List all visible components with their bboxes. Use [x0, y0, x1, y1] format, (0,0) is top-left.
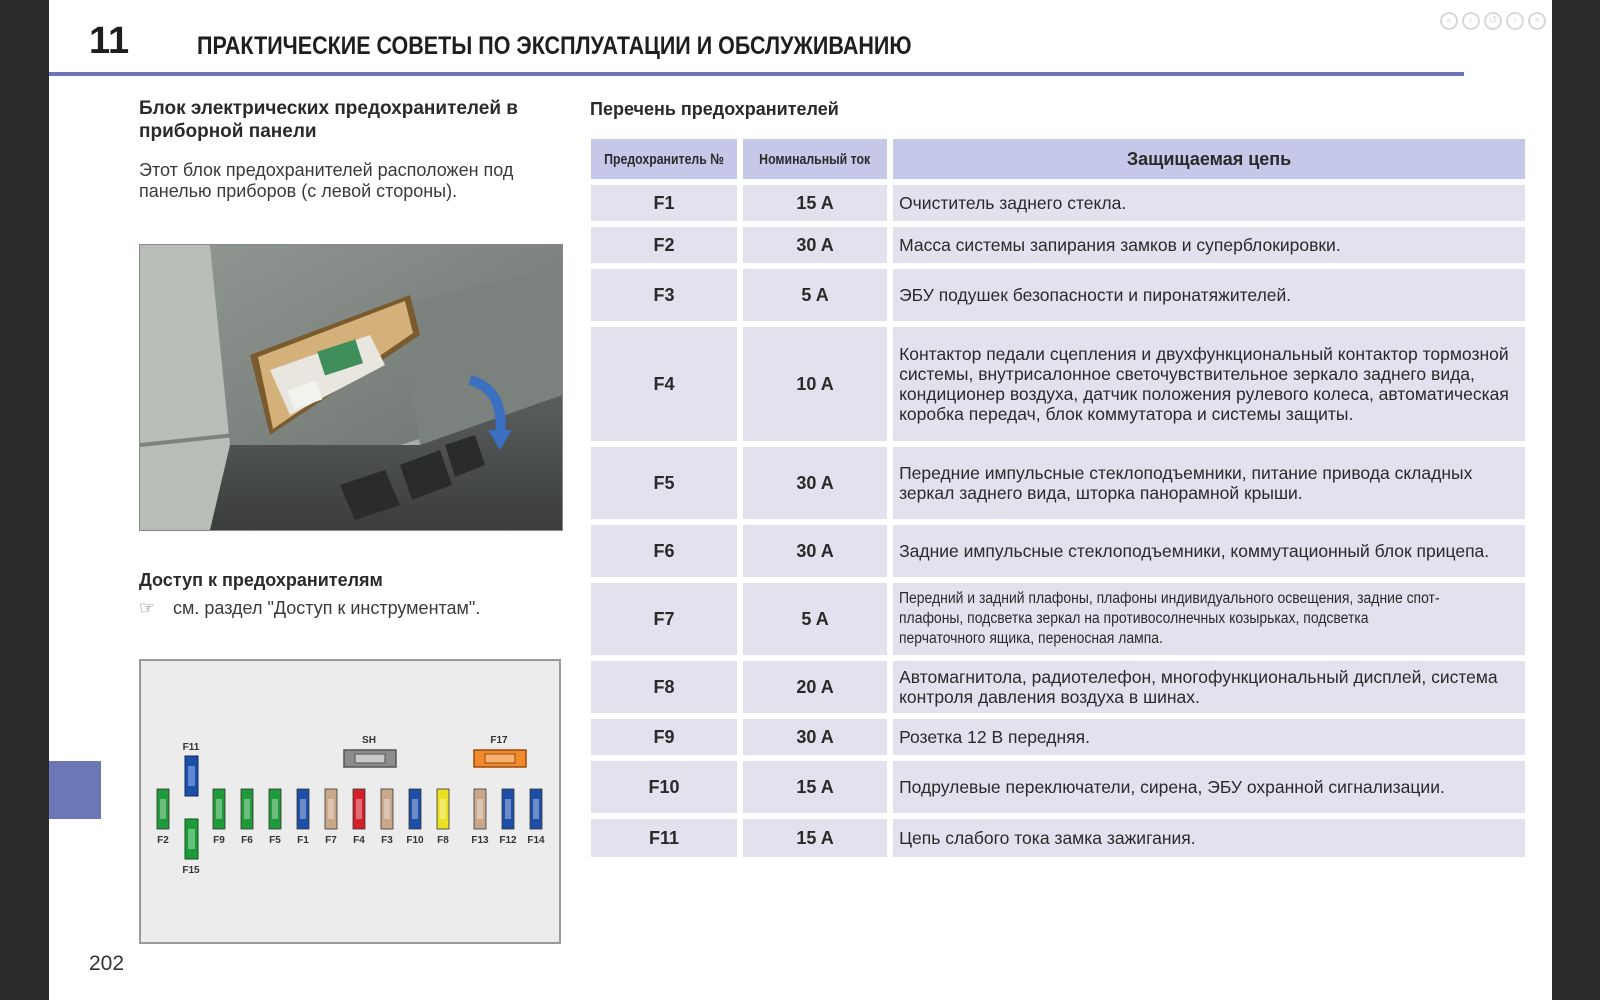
label-F9: F9	[213, 835, 225, 846]
label-F8: F8	[437, 835, 449, 846]
table-row	[591, 761, 1525, 813]
fuse-cell: F5	[591, 447, 737, 519]
fuse-F7-window	[328, 799, 334, 819]
header-fuse-number: Предохранитель №	[591, 139, 737, 179]
fuse-F13-window	[477, 799, 483, 819]
fuse-cell: F8	[591, 661, 737, 713]
nav-next-icon[interactable]: ›	[1506, 12, 1524, 30]
circuit-cell: Розетка 12 В передняя.	[893, 719, 1525, 755]
shunt-SH-inner	[355, 754, 385, 763]
fuse-cell: F10	[591, 761, 737, 813]
label-F17: F17	[490, 735, 508, 746]
fuse-layout-diagram	[139, 659, 561, 944]
current-cell: 10 A	[743, 327, 887, 441]
table-row	[591, 525, 1525, 577]
fuse-cell: F11	[591, 819, 737, 857]
table-row	[591, 819, 1525, 857]
current-cell: 5 A	[743, 583, 887, 655]
fuse-layout-svg	[141, 661, 559, 942]
current-cell: 30 A	[743, 719, 887, 755]
circuit-cell: ЭБУ подушек безопасности и пиронатяжителей.	[893, 269, 1525, 321]
fuse-F8-window	[440, 799, 446, 819]
chapter-side-tab	[49, 761, 101, 819]
label-F11: F11	[182, 742, 200, 753]
fuse-cell: F6	[591, 525, 737, 577]
chapter-title: ПРАКТИЧЕСКИЕ СОВЕТЫ ПО ЭКСПЛУАТАЦИИ И ОБСЛУЖИВАНИЮ	[197, 32, 912, 60]
header-rated-current: Номинальный ток	[743, 139, 887, 179]
circuit-cell	[893, 583, 1525, 655]
fuse-cell: F3	[591, 269, 737, 321]
circuit-cell-text: Передний и задний плафоны, плафоны индивидуального освещения, задние спот-плафоны, подсветка зеркал на противосолнечных козырьках, подсветка перчаточного ящика, переносная лампа.	[899, 590, 1440, 647]
label-F5: F5	[269, 835, 281, 846]
fuse-F11-inner	[188, 766, 195, 786]
circuit-cell: Цепь слабого тока замка зажигания.	[893, 819, 1525, 857]
circuit-cell: Контактор педали сцепления и двухфункциональный контактор тормозной системы, внутрисалонное светочувствительное зеркало заднего вида, кондиционер воздуха, датчик положения рулевого колеса, автоматическая коробка передач, блок коммутатора и системы защиты.	[893, 327, 1525, 441]
current-cell: 15 A	[743, 761, 887, 813]
fuse-list-title: Перечень предохранителей	[590, 99, 839, 119]
table-row	[591, 327, 1525, 441]
fuse-F5-window	[272, 799, 278, 819]
current-cell: 5 A	[743, 269, 887, 321]
label-F14: F14	[527, 835, 545, 846]
header-protected-circuit: Защищаемая цепь	[893, 139, 1525, 179]
fuse-F15-inner	[188, 829, 195, 849]
access-title: Доступ к предохранителям	[139, 570, 383, 590]
current-cell: 15 A	[743, 819, 887, 857]
fuse-F14-window	[533, 799, 539, 819]
page-number: 202	[89, 952, 125, 975]
table-row	[591, 583, 1525, 655]
label-F3: F3	[381, 835, 393, 846]
nav-first-icon[interactable]: «	[1440, 12, 1458, 30]
fuse-row	[157, 789, 545, 846]
table-header-row	[591, 139, 1525, 179]
page-nav-controls	[1440, 12, 1546, 30]
label-F2: F2	[157, 835, 169, 846]
dashboard-fusebox-photo	[139, 244, 563, 531]
fuse-table	[585, 133, 1531, 863]
fuse-cell: F1	[591, 185, 737, 221]
fuse-cell: F2	[591, 227, 737, 263]
pointing-hand-icon: ☞	[139, 598, 156, 618]
current-cell: 30 A	[743, 525, 887, 577]
chapter-number: 11	[89, 20, 130, 62]
fuse-F1-window	[300, 799, 306, 819]
circuit-cell: Очиститель заднего стекла.	[893, 185, 1525, 221]
circuit-cell: Передние импульсные стеклоподъемники, питание привода складных зеркал заднего вида, шторка панорамной крыши.	[893, 447, 1525, 519]
fuse-F17-inner	[485, 754, 515, 763]
circuit-cell: Подрулевые переключатели, сирена, ЭБУ охранной сигнализации.	[893, 761, 1525, 813]
fuse-F2-window	[160, 799, 166, 819]
fuse-F6-window	[244, 799, 250, 819]
nav-close-icon[interactable]: ×	[1528, 12, 1546, 30]
table-row	[591, 227, 1525, 263]
label-F7: F7	[325, 835, 337, 846]
current-cell: 15 A	[743, 185, 887, 221]
table-row	[591, 447, 1525, 519]
fuse-block-title: Блок электрических предохранителей в приборной панели	[139, 98, 518, 142]
nav-prev-icon[interactable]: ‹	[1462, 12, 1480, 30]
label-F15: F15	[182, 865, 200, 876]
label-F10: F10	[406, 835, 424, 846]
label-F4: F4	[353, 835, 365, 846]
current-cell: 20 A	[743, 661, 887, 713]
access-reference-text: см. раздел "Доступ к инструментам".	[173, 598, 481, 618]
fuse-cell: F7	[591, 583, 737, 655]
circuit-cell: Задние импульсные стеклоподъемники, коммутационный блок прицепа.	[893, 525, 1525, 577]
manual-page	[49, 0, 1552, 1000]
label-F6: F6	[241, 835, 253, 846]
label-F1: F1	[297, 835, 309, 846]
fuse-cell: F9	[591, 719, 737, 755]
label-SH: SH	[362, 735, 376, 746]
fuse-F3-window	[384, 799, 390, 819]
fuse-cell: F4	[591, 327, 737, 441]
table-row	[591, 719, 1525, 755]
label-F12: F12	[499, 835, 517, 846]
table-row	[591, 269, 1525, 321]
fuse-block-intro: Этот блок предохранителей расположен под панелью приборов (с левой стороны).	[139, 160, 514, 201]
nav-back-icon[interactable]: ↺	[1484, 12, 1502, 30]
circuit-cell: Масса системы запирания замков и суперблокировки.	[893, 227, 1525, 263]
fuse-F9-window	[216, 799, 222, 819]
current-cell: 30 A	[743, 227, 887, 263]
table-row	[591, 661, 1525, 713]
current-cell: 30 A	[743, 447, 887, 519]
circuit-cell: Автомагнитола, радиотелефон, многофункциональный дисплей, система контроля давления воздуха в шинах.	[893, 661, 1525, 713]
label-F13: F13	[471, 835, 489, 846]
fuse-F12-window	[505, 799, 511, 819]
table-row	[591, 185, 1525, 221]
access-reference	[139, 598, 480, 619]
header-rule	[49, 72, 1464, 76]
fuse-F4-window	[356, 799, 362, 819]
fuse-F10-window	[412, 799, 418, 819]
